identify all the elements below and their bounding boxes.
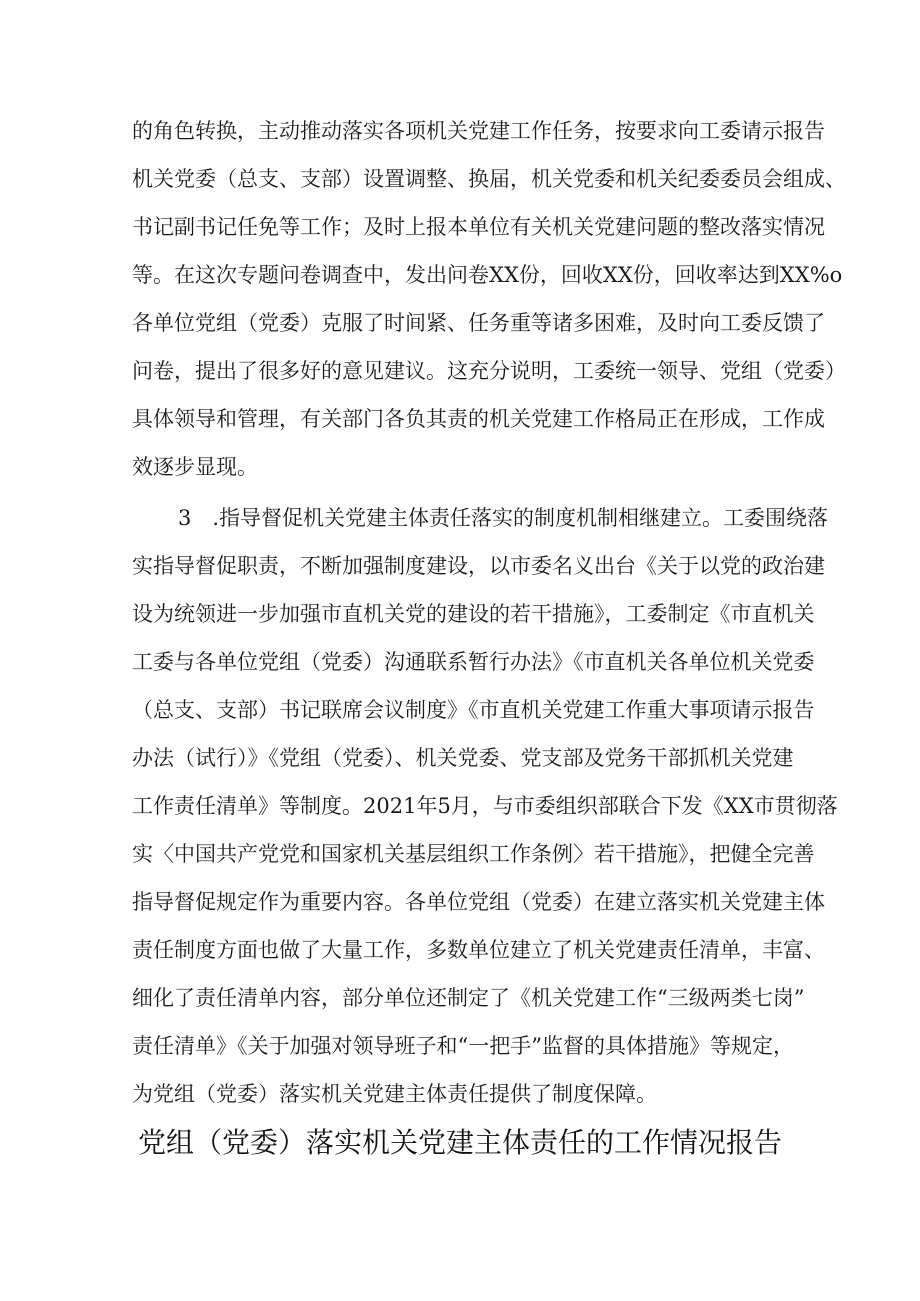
paragraph-line: 工委与各单位党组（党委）沟通联系暂行办法》《市直机关各单位机关党委 bbox=[132, 650, 815, 674]
paragraph-line: 各单位党组（党委）克服了时间紧、任务重等诸多困难，及时向工委反馈了 bbox=[132, 311, 825, 335]
paragraph-line: 办法（试行）》《党组（党委）、机关党委、党支部及党务干部抓机关党建 bbox=[132, 746, 794, 770]
paragraph-line: 书记副书记任免等工作；及时上报本单位有关机关党建问题的整改落实情况 bbox=[132, 215, 825, 239]
paragraph-line: 等。在这次专题问卷调查中，发出问卷XX份，回收XX份，回收率达到XX%o bbox=[132, 263, 843, 287]
paragraph-line: 机关党委（总支、支部）设置调整、换届，机关党委和机关纪委委员会组成、 bbox=[132, 167, 846, 191]
paragraph-line: 3 .指导督促机关党建主体责任落实的制度机制相继建立。工委围绕落 bbox=[178, 506, 829, 530]
paragraph-line: 问卷，提出了很多好的意见建议。这充分说明，工委统一领导、党组（党委） bbox=[132, 359, 846, 383]
paragraph-line: 设为统领进一步加强市直机关党的建设的若干措施》，工委制定《市直机关 bbox=[132, 602, 815, 626]
paragraph-line: 实〈中国共产党党和国家机关基层组织工作条例〉若干措施》，把健全完善 bbox=[132, 842, 815, 866]
paragraph-line: 责任制度方面也做了大量工作，多数单位建立了机关党建责任清单，丰富、 bbox=[132, 938, 825, 962]
paragraph-line: 工作责任清单》等制度。2021年5月，与市委组织部联合下发《XX市贯彻落 bbox=[132, 794, 838, 818]
paragraph-line: 实指导督促职责，不断加强制度建设，以市委名义出台《关于以党的政治建 bbox=[132, 554, 825, 578]
paragraph-line: 具体领导和管理，有关部门各负其责的机关党建工作格局正在形成，工作成 bbox=[132, 407, 825, 431]
paragraph-line: 细化了责任清单内容，部分单位还制定了《机关党建工作“三级两类七岗” bbox=[132, 986, 805, 1010]
paragraph-line: （总支、支部）书记联席会议制度》《市直机关党建工作重大事项请示报告 bbox=[132, 698, 815, 722]
paragraph-line: 指导督促规定作为重要内容。各单位党组（党委）在建立落实机关党建主体 bbox=[132, 890, 825, 914]
paragraph-line: 为党组（党委）落实机关党建主体责任提供了制度保障。 bbox=[132, 1082, 657, 1106]
paragraph-line: 效逐步显现。 bbox=[132, 455, 258, 479]
paragraph-line: 责任清单》《关于加强对领导班子和“一把手”监督的具体措施》等规定， bbox=[132, 1034, 794, 1058]
document-title: 党组（党委）落实机关党建主体责任的工作情况报告 bbox=[137, 1126, 782, 1159]
paragraph-line: 的角色转换，主动推动落实各项机关党建工作任务，按要求向工委请示报告 bbox=[132, 119, 825, 143]
